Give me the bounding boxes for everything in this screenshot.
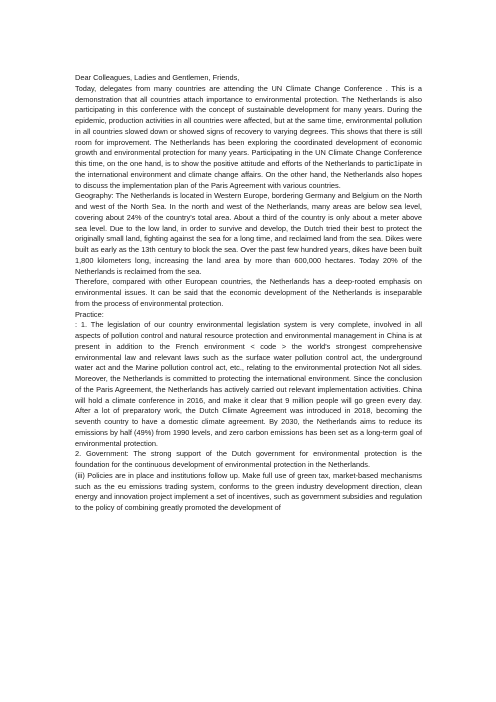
policies-paragraph: (iii) Policies are in place and institutions follow up. Make full use of green tax, market-based mechanisms such as the eu emissions trading system, conforms to the green industry development direction, clean energy and innovation project implement a set of incentives, such as government subsidies and regulation to the policy of combining greatly promoted the development of <box>75 470 422 512</box>
legislation-paragraph: : 1. The legislation of our country environmental legislation system is very complete, involved in all aspects of pollution control and natural resource protection and environmental management in China is at present in addition to the French environment < code > the world's strongest comprehensive environmental law and relevant laws such as the surface water pollution control act, the underground water act and the Marine pollution control act, etc., relating to the environmental protection Not all sides. Moreover, the Netherlands is committed to protecting the international environment. Since the conclusion of the Paris Agreement, the Netherlands has actively carried out relevant implementation activities. China will hold a climate conference in 2016, and make it clear that 9 million people will go green every day. After a lot of preparatory work, the Dutch Climate Agreement was introduced in 2018, becoming the seventh country to have a domestic climate agreement. By 2030, the Netherlands aims to reduce its emissions by half (49%) from 1990 levels, and zero carbon emissions has been set as a long-term goal of environmental protection. <box>75 320 422 448</box>
geography-paragraph: Geography: The Netherlands is located in Western Europe, bordering Germany and Belgium on the North and west of the North Sea. In the north and west of the Netherlands, many areas are below sea level, covering about 24% of the country's total area. About a third of the country is only about a meter above sea level. Due to the low land, in order to survive and develop, the Dutch tried their best to protect the originally small land, fighting against the sea for a long time, and reclaimed land from the sea. Dikes were built as early as the 13th century to block the sea. Over the past few hundred years, dikes have been built 1,800 kilometers long, increasing the land area by more than 600,000 hectares. Today 20% of the Netherlands is reclaimed from the sea. <box>75 191 422 276</box>
government-paragraph: 2. Government: The strong support of the Dutch government for environmental protection is the foundation for the continuous development of environmental protection in the Netherlands. <box>75 449 422 469</box>
emphasis-paragraph: Therefore, compared with other European countries, the Netherlands has a deep-rooted emphasis on environmental issues. It can be said that the economic development of the Netherlands is inseparable from the process of environmental protection. <box>75 277 422 308</box>
salutation: Dear Colleagues, Ladies and Gentlemen, Friends, <box>75 73 240 82</box>
practice-heading: Practice: <box>75 309 104 319</box>
intro-paragraph: Today, delegates from many countries are attending the UN Climate Change Conference . This is a demonstration that all countries attach importance to environmental protection. The Netherlands is also participating in this conference with the concept of sustainable development for many years. During the epidemic, production activities in all countries were affected, but at the same time, environmental pollution in all countries slowed down or showed signs of recovery to varying degrees. This shows that there is still room for improvement. The Netherlands has been exploring the coordinated development of economic growth and environmental protection for many years. Participating in the UN Climate Change Conference this time, on the one hand, is to show the positive attitude and efforts of the Netherlands to partic1ipate in the international environment and climate change affairs. On the other hand, the Netherlands also hopes to discuss the implementation plan of the Paris Agreement with various countries. <box>75 83 422 190</box>
document-page <box>75 73 422 514</box>
